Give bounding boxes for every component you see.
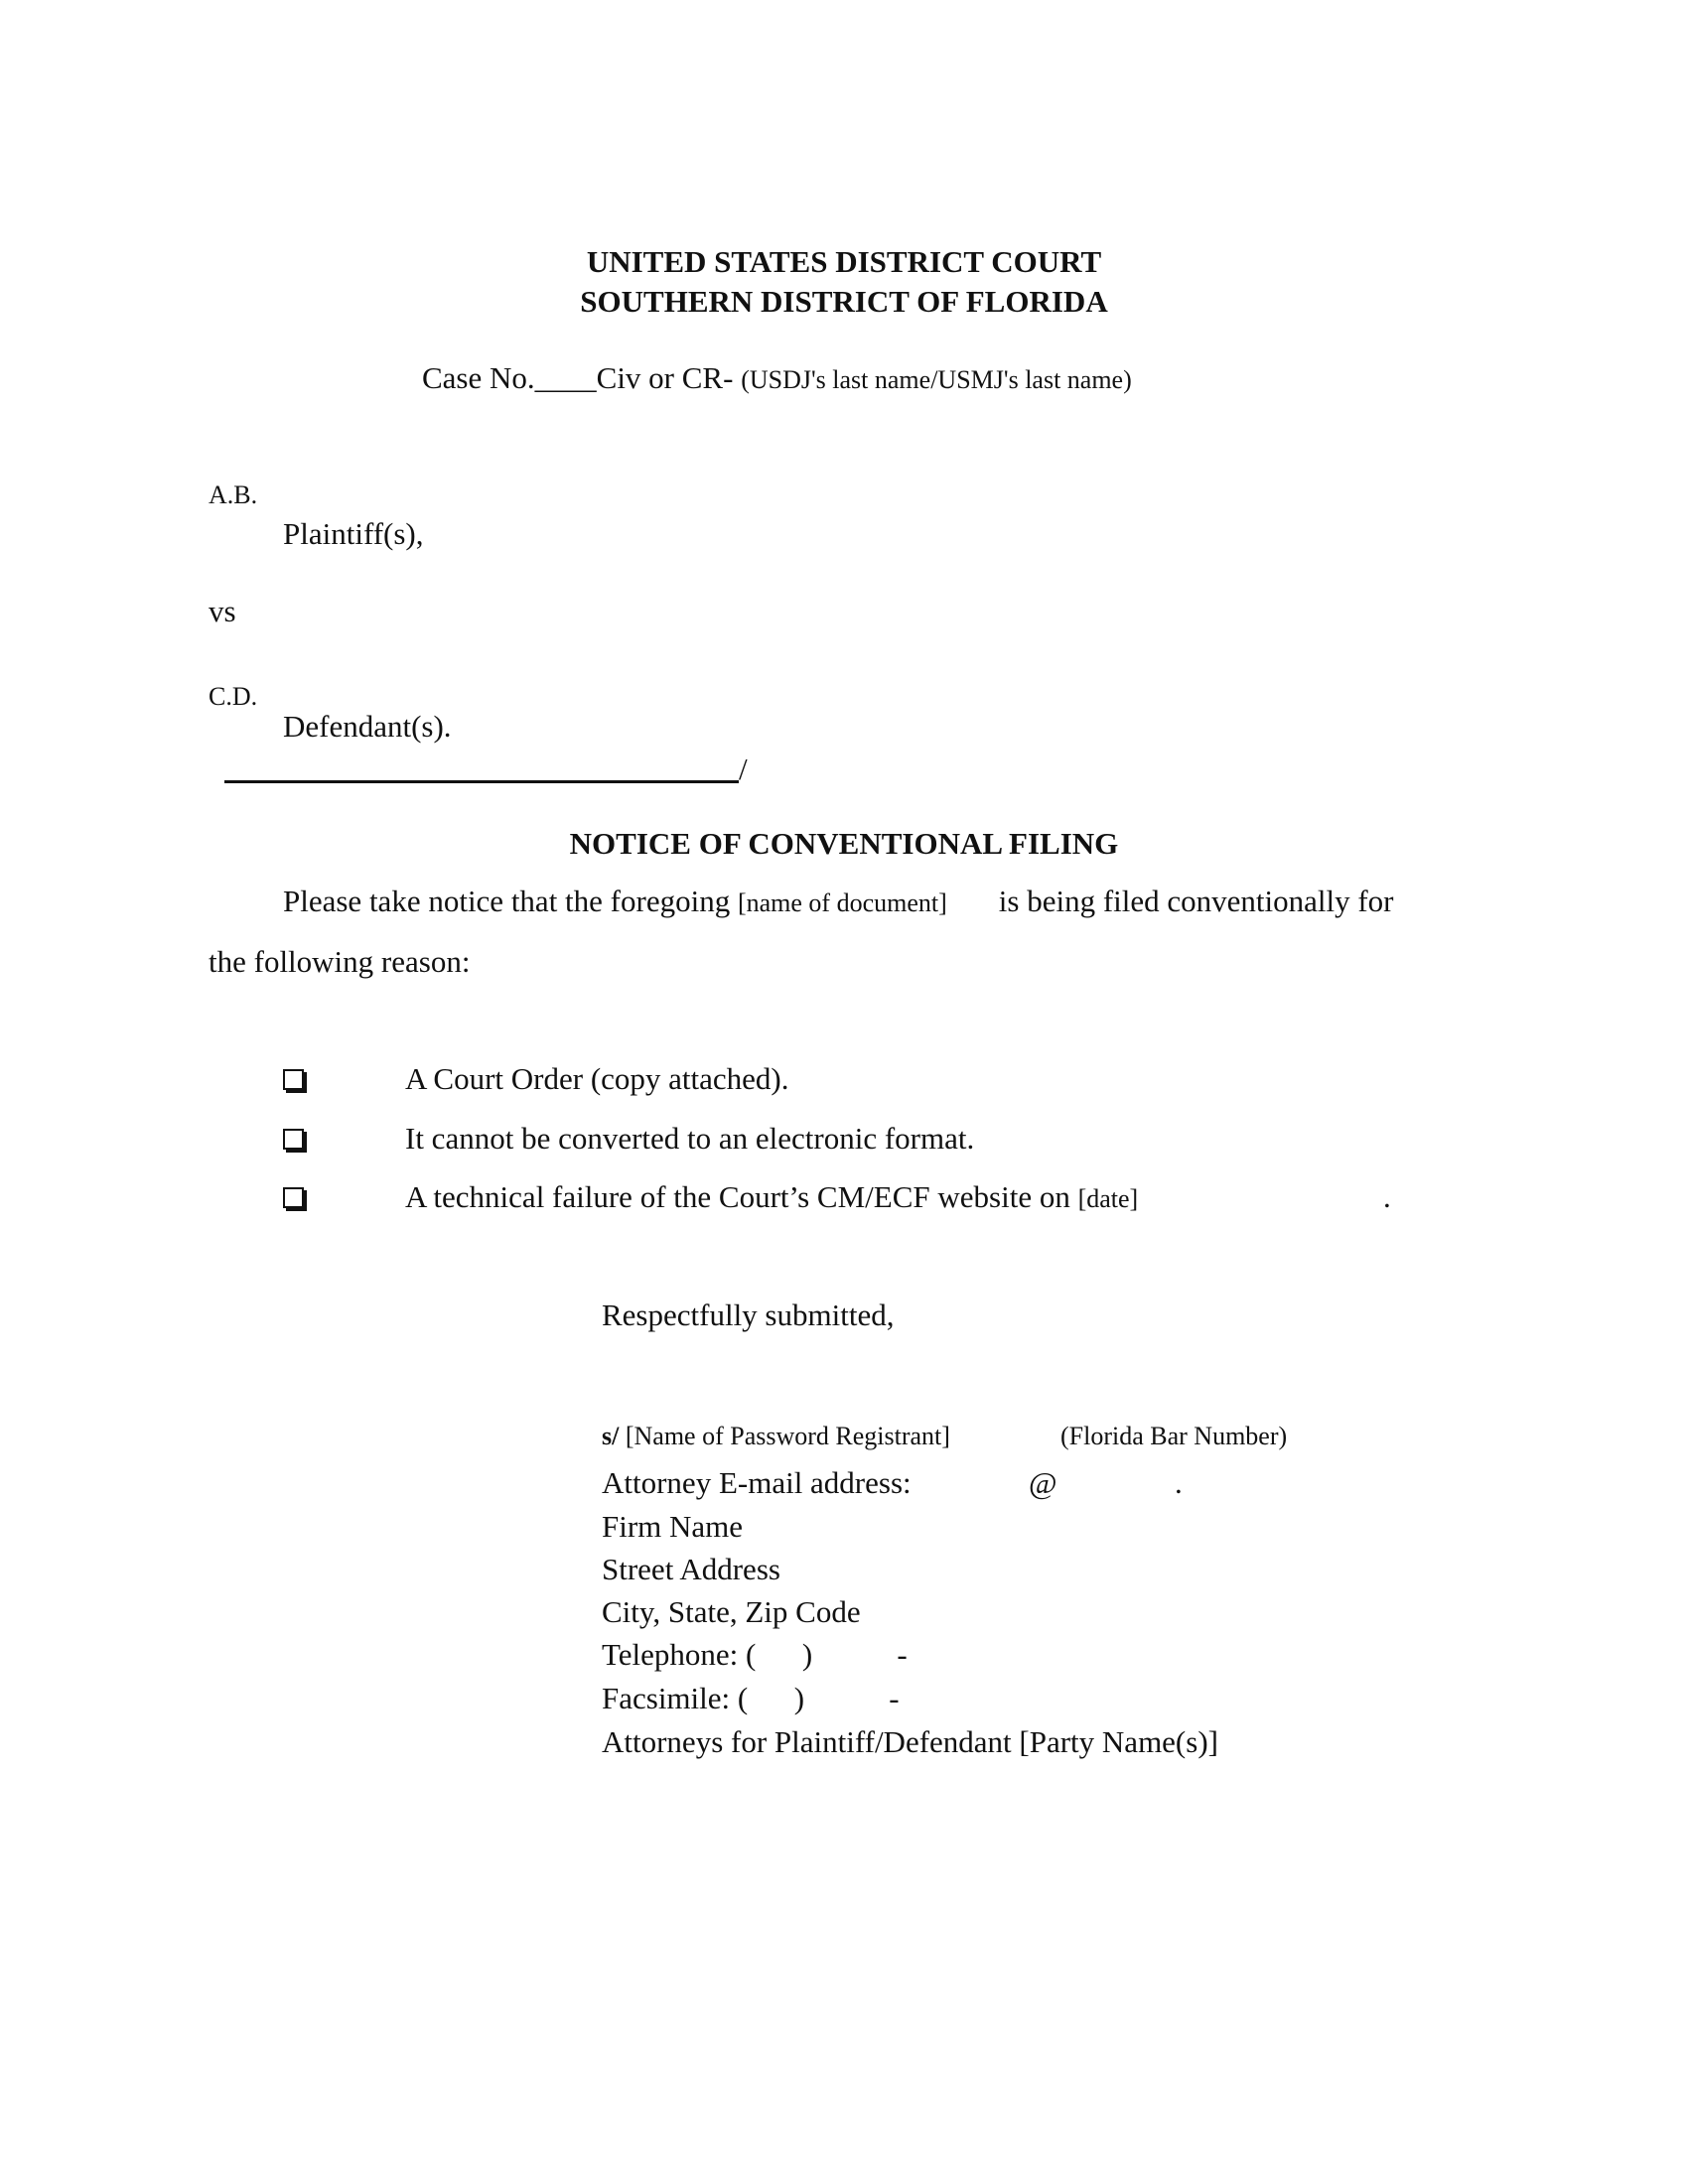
case-no-label: Case No.____Civ or CR- bbox=[422, 360, 734, 395]
notice-title: NOTICE OF CONVENTIONAL FILING bbox=[569, 826, 1119, 861]
telephone: Telephone: ( ) - bbox=[602, 1637, 908, 1672]
reason-end-period: . bbox=[1383, 1179, 1391, 1214]
plaintiff-initials: A.B. bbox=[209, 480, 258, 509]
reason-checkbox-technical-failure[interactable] bbox=[283, 1187, 304, 1208]
email-at: @ bbox=[1029, 1465, 1057, 1500]
date-placeholder[interactable]: [date] bbox=[1077, 1184, 1139, 1213]
street-address: Street Address bbox=[602, 1552, 780, 1586]
case-number bbox=[422, 360, 1132, 398]
closing: Respectfully submitted, bbox=[602, 1297, 895, 1332]
city-state-zip: City, State, Zip Code bbox=[602, 1594, 861, 1629]
document-placeholder[interactable]: [name of document] bbox=[737, 888, 947, 917]
court-name: UNITED STATES DISTRICT COURT bbox=[586, 244, 1102, 279]
versus: vs bbox=[209, 594, 236, 628]
signature-line bbox=[602, 1419, 950, 1454]
bar-number: (Florida Bar Number) bbox=[1060, 1422, 1288, 1450]
reason-label: A Court Order (copy attached). bbox=[405, 1061, 789, 1096]
registrant-name: [Name of Password Registrant] bbox=[625, 1422, 950, 1450]
email-label: Attorney E-mail address: bbox=[602, 1465, 912, 1500]
defendant-label: Defendant(s). bbox=[283, 709, 452, 744]
notice-intro-line2: the following reason: bbox=[209, 944, 471, 979]
s-mark: s/ bbox=[602, 1422, 620, 1450]
intro-start: Please take notice that the foregoing bbox=[283, 884, 731, 918]
reason-checkbox-cannot-convert[interactable] bbox=[283, 1129, 304, 1150]
case-judges: (USDJ's last name/USMJ's last name) bbox=[741, 365, 1132, 394]
reason-label bbox=[405, 1179, 1138, 1217]
reason-text: A technical failure of the Court’s CM/ECF website on bbox=[405, 1179, 1070, 1214]
email-dot: . bbox=[1175, 1465, 1183, 1500]
firm-name: Firm Name bbox=[602, 1509, 744, 1544]
plaintiff-label: Plaintiff(s), bbox=[283, 516, 424, 551]
notice-intro bbox=[283, 884, 1394, 921]
facsimile: Facsimile: ( ) - bbox=[602, 1681, 900, 1715]
court-district: SOUTHERN DISTRICT OF FLORIDA bbox=[580, 284, 1108, 319]
reason-label: It cannot be converted to an electronic format. bbox=[405, 1121, 975, 1156]
caption-slash: / bbox=[739, 751, 748, 786]
intro-end: is being filed conventionally for bbox=[998, 884, 1394, 918]
defendant-initials: C.D. bbox=[209, 682, 258, 711]
attorneys-for: Attorneys for Plaintiff/Defendant [Party Name(s)] bbox=[602, 1724, 1218, 1759]
reason-checkbox-court-order[interactable] bbox=[283, 1069, 304, 1090]
caption-rule bbox=[224, 780, 739, 783]
